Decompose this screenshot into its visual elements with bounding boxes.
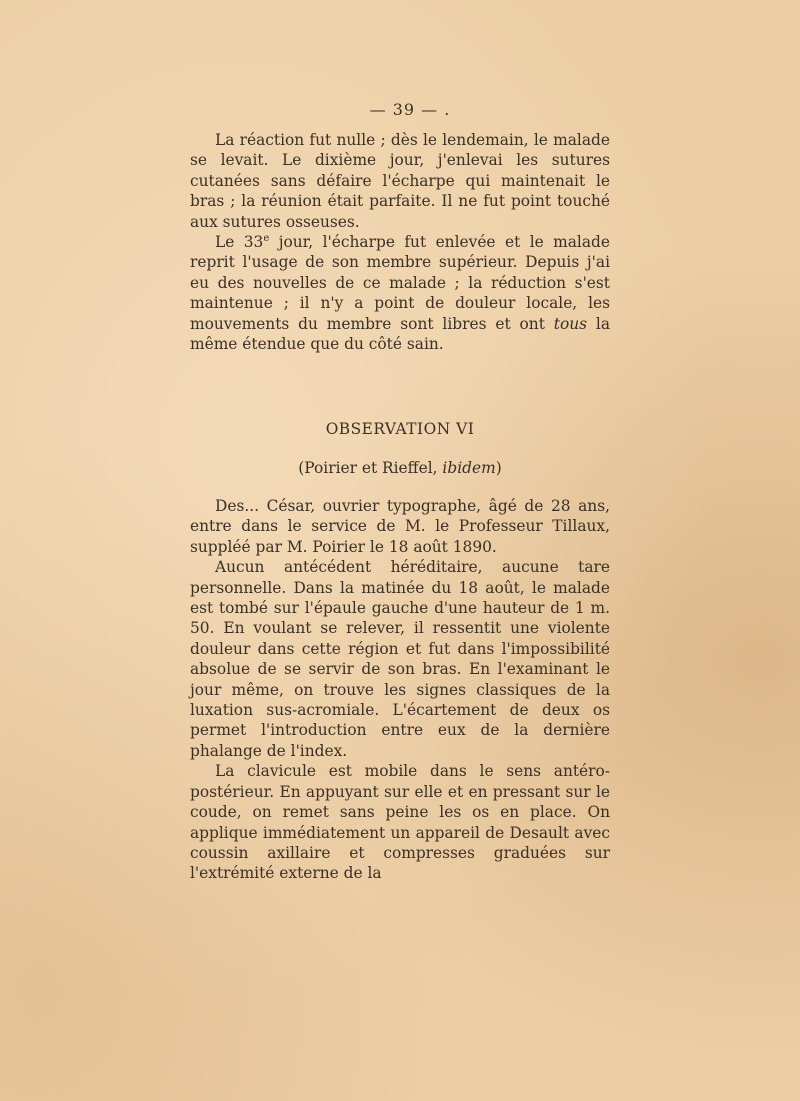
observation-source — [190, 459, 610, 477]
observation-text — [190, 496, 610, 884]
superscript: e — [263, 233, 270, 245]
paragraph: Des... César, ouvrier typographe, âgé de 28 ans, entre dans le service de M. le Professeur Tillaux, suppléé par M. Poirier le 18 août 1890. — [190, 497, 610, 556]
text-run: la même étendue que du côté sain. — [190, 314, 611, 354]
text-run: jour, l'écharpe fut enlevée et le malade reprit l'usage de son membre supérieur. Depuis j'ai eu des nouvelles de ce malade ; la réduction s'est maintenue ; il n'y a point de douleur locale, les mouvements du membre sont libres et ont — [190, 233, 610, 333]
paragraph: La clavicule est mobile dans le sens antéro-postérieur. En appuyant sur elle et en pressant sur le coude, on remet sans peine les os en place. On applique immédiatement un appareil de Desault avec coussin axillaire et compresses graduées sur l'extrémité externe de la — [190, 762, 610, 883]
text-run: Le 33 — [215, 233, 264, 252]
paragraph: La réaction fut nulle ; dès le lendemain, le malade se levait. Le dixième jour, j'enlevai les sutures cutanées sans défaire l'écharpe qui maintenait le bras ; la réunion était parfaite. Il ne fut point touché aux sutures osseuses. — [190, 131, 610, 231]
paragraph — [190, 232, 610, 354]
continuation-text — [190, 130, 610, 354]
source-emphasis: ibidem — [442, 459, 496, 477]
page-number: — 39 — . — [369, 100, 451, 119]
source-suffix: ) — [495, 459, 502, 477]
emphasis: tous — [553, 314, 588, 333]
observation-title: OBSERVATION VI — [325, 420, 475, 438]
source-prefix: (Poirier et Rieffel, — [298, 459, 443, 477]
paragraph: Aucun antécédent héréditaire, aucune tare personnelle. Dans la matinée du 18 août, le malade est tombé sur l'épaule gauche d'une hauteur de 1 m. 50. En voulant se relever, il ressentit une violente douleur dans cette région et fut dans l'impossibilité absolue de se servir de son bras. En l'examinant le jour même, on trouve les signes classiques de la luxation sus-acromiale. L'écartement de deux os permet l'introduction entre eux de la dernière phalange de l'index. — [190, 558, 610, 760]
